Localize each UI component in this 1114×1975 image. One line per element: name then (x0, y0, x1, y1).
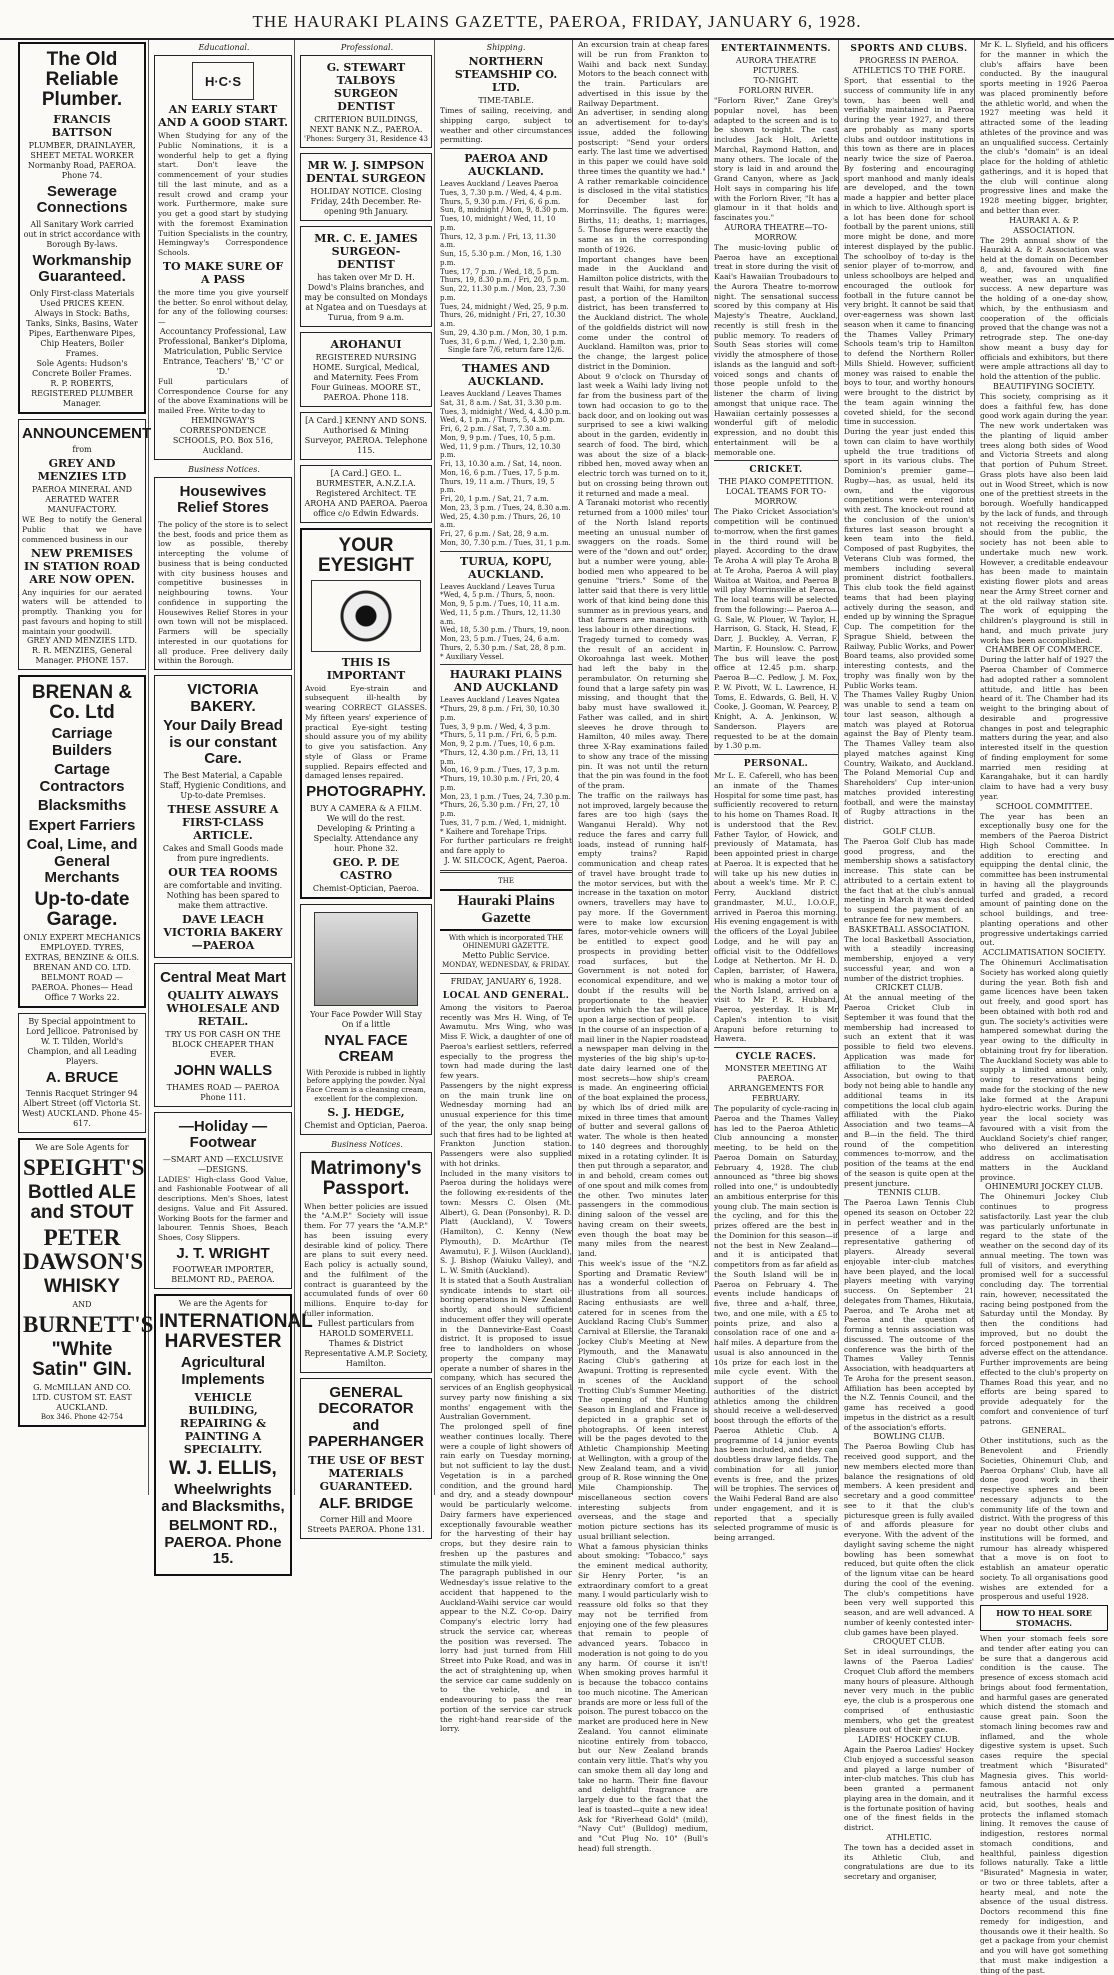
card-arohanui-text: REGISTERED NURSING HOME. Surgical, Medical, and Maternity. Fees From Four Guineas. MOORE ST., PAEROA. Phone 118. (311, 352, 421, 402)
timetable-row: Sun, 15, 5.30 p.m. / Mon, 16, 1.30 p.m. (440, 250, 562, 267)
timetable-hauraki-title: HAURAKI PLAINS AND AUCKLAND (449, 668, 563, 695)
entertainment-par-1: "Forlorn River," Zane Grey's popular novel, has been adapted to the screen and is to be shown to-night. The cast includes Jack Holt, Arlette Marchal, Raymond Hatton, and many others. The locale of the story is laid in and around the Grand Canyon, where as Jack Holt says in comparing his life with the Forlorn River, "It has a glamour in it that holds and fascinates you." (714, 96, 838, 222)
ad-eye-h2: THIS IS IMPORTANT (326, 655, 406, 682)
heading-cycle-races: CYCLE RACES. (735, 1052, 817, 1062)
nameplate-sub: With which is incorporated THE OHINEMURI GAZETTE. (448, 933, 564, 951)
heading-piako: THE PIAKO COMPETITION. (718, 477, 834, 487)
ad-fw-name: J. T. WRIGHT (176, 1244, 270, 1262)
card-simpson (300, 153, 432, 221)
timetable-row: Tues, 3, 7.30 p.m. / Wed, 4, 4 p.m. (440, 188, 562, 197)
ad-hem-sign: HEMINGWAY'S CORRESPONDENCE SCHOOLS, P.O. Box 516, Auckland. (172, 415, 274, 455)
bowling-par: The Paeroa Bowling Club has received good support, and the new members elected more than balance the resignations of old members. A keen president and secretary and a good committee see to it that the club's picturesque green is fully availed of and affords pleasure for everyone. With the advent of the daylight saving scheme the night bowling has been somewhat reduced, but quite often the click of the lignum vitae can be heard during the cool of the evening. The club's competitions have been very well supported this season, and are well advanced. A number of keenly contested inter-club games have been played. (844, 1442, 974, 1637)
ad-bridge (300, 1378, 432, 1540)
timetable-turua-note: * Auxiliary Vessel. (440, 652, 504, 661)
ad-gm-body: WE Beg to notify the General Public that we have commenced business in our (22, 515, 142, 544)
sports-par-3: The Thames Valley Rugby Union was unable to send a team on tour last season, although a match was played at Rotorua against the Bay of Plenty team. The Thames Valley team also played matches against King Country, Waikato, and Auckland. The Poland Memorial Cup and Shareholders' Cup inter-union matches provided interesting football, and were the mainstay of Rugby attractions in the district. (844, 690, 974, 826)
heading-golf: GOLF CLUB. (882, 826, 936, 836)
timetable-row: Tues, 31, 6 p.m. / Wed, 1, 2.30 p.m. (440, 337, 566, 346)
heading-cricket: CRICKET. (749, 465, 803, 476)
ad-plumber-h2: Sewerage Connections (36, 182, 128, 217)
ad-plumber-sign: R. P. ROBERTS, REGISTERED PLUMBER Manager. (31, 378, 133, 408)
ad-mm-body: TRY US FOR CASH ON THE BLOCK CHEAPER THAN EVER. (165, 1030, 281, 1059)
ad-vb-title: VICTORIA BAKERY. (187, 681, 259, 715)
ad-mcm-intro: We are Sole Agents for (35, 1143, 129, 1153)
ad-gm-sign: GREY AND MENZIES LTD. R. R. MENZIES, General Manager. PHONE 157. (26, 636, 138, 666)
ad-bruce-name: A. BRUCE (45, 1068, 119, 1086)
ad-eyesight (300, 528, 432, 899)
local-par-5: The prolonged spell of fine weather continues locally. There were a couple of light showers of rain early on Tuesday morning, but not sufficient to lay the dust. Vegetation is in a parched condition, and the ground hard and dry, and a steady downpour would be particularly welcome. Dairy farmers have experienced exceptionally favourable weather for the harvesting of their hay crops, but they desire rain to freshen up the pastures and stimulate the milk yield. (440, 1422, 572, 1568)
col5-par-6: A Taranaki motorist who recently returned from a 1000 miles' tour of the North Island reports meeting an unusual number of swaggers on the roads. Some were of the "down and out" order, but a number were young, able-bodied men who appeared to be genuine "triers." Some of the latter said that there is very little work of that kind being done this summer as in previous years, and that farmers are managing with less labour in other directions. (578, 498, 708, 634)
card-james-name: MR. C. E. JAMES SURGEON-DENTIST (314, 231, 418, 271)
basketball-par: The local Basketball Association, with a steadily increasing membership, enjoyed a very successful year, and won a number of the district trophies. (844, 934, 974, 983)
card-arohanui-name: AROHANUI (330, 337, 402, 351)
heading-school-committee: SCHOOL COMMITTEE. (995, 801, 1093, 811)
tennis-par: The Paeroa Lawn Tennis Club opened its season on October 22 in perfect weather and in the presence of a large and representative gathering of players. Already several enjoyable inter-club matches have been played, and the local players meeting with varying success. On September 21 delegates from Thames, Hikutaia, Paeroa, and Te Aroha met at Paeroa and the question of forming a tennis association was discussed. The outcome of the conference was the birth of the Thames Valley Tennis Association, with headquarters at Te Aroha for the present season. Affiliation has been accepted by the N.Z. Tennis Council, and the game has received a good impetus in the district as a result of the association's efforts. (844, 1198, 974, 1432)
ad-eye-photo: PHOTOGRAPHY. (306, 783, 426, 801)
timetable-row: Tues, 24, midnight / Wed, 25, 9 p.m. (440, 302, 569, 311)
jockey-par: The Ohinemuri Jockey Club continues to progress satisfactorily. Last year the club was particularly unfortunate in regard to the state of the weather on the second day of its annual meeting. The town was full of visitors, and everything promised well for a successful concluding day. The torrential rain, however, necessitated the racing being postponed from the Saturday until the Monday. By then the conditions had improved, but no doubt the forced postponement had an adverse effect on the attendance. Further improvements are being effected to the club's property on Thames Road this year, and no efforts are being spared to provide adequately for the comfort and convenience of turf patrons. (980, 1192, 1108, 1426)
timetable-row: *Thurs, 26, 5.30 p.m. / Fri, 27, 10 p.m. (440, 801, 560, 818)
heading-hockey: LADIES' HOCKEY CLUB. (857, 1735, 961, 1744)
ad-bruce (18, 1013, 146, 1134)
timetable-row: Fri, 20, 1 p.m. / Sat, 21, 7 a.m. (440, 495, 549, 503)
ad-ellis-vehicle: VEHICLE BUILDING, REPAIRING & PAINTING A SPECIALITY. (179, 1391, 267, 1457)
timetable-row: Mon, 30, 7.30 p.m. / Tues, 31, 1 p.m. (440, 538, 571, 547)
ad-eye-body: Avoid Eye-strain and subsequent ill-health by wearing CORRECT GLASSES. My fifteen years' experience of practical Eye-sight testing should assure you of my ability to give you satisfaction. Any style of Glass or Frame supplied. Repairs effected and damaged lenses repaired. (305, 683, 427, 781)
ad-gm-premises: NEW PREMISES IN STATION ROAD ARE NOW OPEN. (23, 546, 141, 586)
ad-vb-body5: The Best Material, a Capable Staff, Hygienic Conditions, and Up-to-date Premises. (159, 770, 287, 800)
ad-bridge-addr: Corner Hill and Moore Streets PAEROA. Phone 131. (307, 1515, 425, 1534)
col5-par-7: Tragedy turned to comedy was the result of an accident in Okoroahnga last week. Mother had left the baby in the perambulator. On returning she found that a large safety pin was missing, and thought that the baby must have swallowed it. Father was called, and in shirt sleeves he drove through to Hamilton, 40 miles away. There three X-Ray examinations failed to show any trace of the missing pin. It was not until the return that the pin was found in the foot of the pram. (578, 634, 708, 790)
croquet-par: Set in ideal surroundings, the lawns of the Paeroa Ladies' Croquet Club afford the members many hours of pleasure. Although never very much in the public eye, the club is a prosperous one comprised of enthusiastic members, who get the greatest pleasure out of their game. (844, 1647, 974, 1735)
shipping-agent: J. W. SILCOCK, Agent, Paeroa. (444, 855, 568, 865)
heading-local-teams: LOCAL TEAMS FOR TO-MORROW. (725, 487, 827, 507)
nameplate-the: THE (498, 876, 514, 885)
ad-hem-body2: the more time you give yourself the better. So enrol without delay, for any of the following courses:— (158, 287, 288, 326)
ad-vb-h8: DAVE LEACH VICTORIA BAKERY—PAEROA (163, 912, 283, 952)
ad-amp-title: Matrimony's Passport. (310, 1157, 422, 1199)
card-talboys-phone: 'Phones: Surgery 31, Residence 43 (304, 135, 428, 143)
col5-par-3: A rather remarkable coincidence is disclosed in the vital statistics for December last for Morrinsville. The figures were: Births, 11; deaths, 1; marriages, 5. Those figures were exactly the same as in the corresponding month of 1926. (578, 176, 708, 254)
ad-grey-menzies (18, 419, 152, 671)
ad-gm-from: from (72, 445, 92, 455)
cycle-par: The popularity of cycle-racing in Paeroa and the Thames Valley has led to the Paeroa Athletic Club announcing a monster meeting, to be held on the Paeroa Domain on Saturday, February 4, 1928. The club announced as "three big shows rolled into one," is undoubtedly an ambitious enterprise for this young club. The main section is the cycling, and for this the prizes offered are the best in the Dominion for this season—if not the best in New Zealand—and it is anticipated that competitors from as far afield as the South Island will be in Paeroa on February 4. The events include handicaps of five, three and a-half, three, two, and one mile, with a £5 to points prize, and also a consolation race of one and a-half miles. A departure from the usual is also announced in the 10s prize for each lost in the mile cycle event. With the support of the school authorities of the district athletics among the children should receive a well-deserved boost through the efforts of the Paeroa Athletic Club. A programme of 14 junior events has been included, and they can doubtless draw large fields. The combination for all junior events is free, and the prizes will be trophies. The services of the Waihi Federal Band are also under engagement, and it is reported that a specially selected programme of music is being arranged. (714, 1104, 838, 1542)
heading-beautifying: BEAUTIFYING SOCIETY. (993, 381, 1095, 391)
column-2 (154, 40, 313, 1568)
ad-hw-title: Housewives Relief Stores (177, 482, 269, 517)
ad-fw-addr: FOOTWEAR IMPORTER, BELMONT RD., PAEROA. (171, 1265, 275, 1285)
sports-par-2: During the year just ended this town can claim to have worthily upheld the true traditions of sport in its various clubs. The Dominion's premier game—Rugby—has, as usual, held its own, and the vigorous competitions were entered into with zest. The knock-out round at the conclusion of the union's fixtures last season brought a keen team into the field. Composed of past Rugbyites, the Veterans Club was formed, the members including several prominent district footballers. This club took the field against teams that had been playing actively during the season, and ended up by winning the Sprague Cup. The competition for the Sprague Shield, between the Railway, Public Works, and Power Board teams, also provided some interesting contests, and the trophy was finally won by the Public Works team. (844, 427, 974, 690)
gazette-nameplate (440, 877, 572, 970)
timetable-paeroa-rows (440, 189, 572, 347)
card-burmester-text: [A Card.] GEO. L. BURMESTER, A.N.Z.I.A. Registered Architect. TE AROHA AND PAEROA. Paeroa office c/o Edwin Edwards. (304, 468, 428, 518)
ad-bridge-sub: THE USE OF BEST MATERIALS GUARANTEED. (308, 1453, 424, 1493)
ad-eye-sub: Chemist-Optician, Paeroa. (312, 883, 420, 893)
ad-brenan-addr: BRENAN AND CO. LTD. BELMONT ROAD — PAEROA. Phones— Head Office 7 Works 22. (31, 962, 133, 1002)
timetable-thames-header: Leaves Auckland / Leaves Thames (440, 390, 562, 398)
athletic-par: The town has a decided asset in its Athletic Club, and congratulations are due to its secretary and organiser, (844, 1842, 974, 1881)
ad-vb-body6: Cakes and Small Goods made from pure ingredients. (162, 843, 284, 863)
timetable-row: Thurs, 19, 8.30 p.m. / Fri, 20, 5 p.m. (440, 276, 570, 285)
nameplate-title: Hauraki Plains Gazette (440, 889, 572, 931)
nameplate-sub2: Metto Public Service. (462, 951, 550, 960)
card-arohanui (300, 332, 432, 407)
column-8 (980, 40, 1109, 1975)
timetable-row: *Thurs, 5, 11 p.m. / Fri, 6, 5 p.m. (440, 731, 558, 740)
timetable-row: Thurs, 26, midnight / Fri, 27, 10.30 a.m. (440, 311, 566, 328)
timetable-hauraki-note: * Kaihere and Torehape Trips. (440, 827, 548, 836)
col8-par-1: Mr K. L. Slyfield, and his officers for the manner in which the club's affairs have been conducted. By the inaugural sports meeting in 1926 Paeroa was placed prominently before the athletic world, and when the 1927 meeting was held it attracted some of the leading athletes of the province and was an unqualified success. Certainly the club's "domain" is an ideal place for the holding of athletic gatherings, and it is hoped that the club will continue along progressive lines and make the 1928 meeting bigger, brighter, and better than ever. (980, 40, 1108, 215)
ad-plumber-name: FRANCIS BATTSON (51, 112, 113, 139)
local-par-4: It is stated that a South Australian syndicate intends to start oil-boring operations in New Zealand shortly, and should sufficient inducement offer they will operate in the Dannevirke-East Coast district. It is proposed to issue free to landholders on whose property the company may operate a number of shares in the company, which has secured the services of an English geophysical survey party now finishing a six months' engagement with the Australian Government. (440, 1275, 572, 1422)
heading-aurora: AURORA THEATRE PICTURES. (735, 56, 817, 75)
ad-hem-h1: AN EARLY START AND A GOOD START. (158, 103, 288, 129)
ad-vb-slogan: Your Daily Bread is our constant Care. (163, 717, 283, 767)
column-3 (300, 40, 435, 1534)
nameplate-days: MONDAY, WEDNESDAY, & FRIDAY. (442, 961, 570, 969)
timetable-row: Tues, 17, 7 p.m. / Wed, 18, 5 p.m. (440, 267, 560, 276)
ad-mcm-sign: G. McMILLAN AND CO. LTD. CUSTOM ST. EAST AUCKLAND. (32, 1383, 132, 1413)
heading-acclimatisation: ACCLIMATISATION SOCIETY. (982, 948, 1106, 957)
shipping-particulars: For further particulars re freight and fare apply to (440, 836, 572, 855)
heading-athletics: ATHLETICS TO THE FORE. (852, 66, 966, 75)
timetable-row: Mon, 16, 9 p.m. / Tues, 17, 3 p.m. (440, 766, 560, 775)
ad-eye-name: GEO. P. DE CASTRO (332, 855, 400, 882)
masthead (0, 0, 1114, 40)
timetable-thames-rows (440, 399, 572, 548)
ad-eye-title: YOUR EYESIGHT (317, 534, 415, 576)
ad-ellis (154, 1294, 313, 1575)
ad-meat-mart (154, 963, 292, 1107)
heading-entertainments: ENTERTAINMENTS. (720, 44, 832, 54)
timetable-row: Mon, 9, 2 p.m. / Tues, 10, 6 p.m. (440, 740, 556, 748)
ad-brenan-title: BRENAN & Co. Ltd (31, 682, 133, 724)
column-6 (714, 40, 839, 1542)
ad-plumber-t2: All Sanitary Work carried out in strict accordance with Borough By-laws. (23, 219, 141, 249)
heading-forlorn: FORLORN RIVER. (738, 86, 814, 95)
shipping-intro: Times of sailing, receiving, and shipping cargo, subject to weather and other circumstances permitting. (440, 106, 572, 145)
golf-par: The Paeroa Golf Club has made good progress, and the membership shows a satisfactory increase. This state can be attributed to a certain extent to the fact that at the club's annual meeting in March it was decided to suspend the payment of an entrance fee for new members. (844, 836, 974, 924)
timetable-row: *Thurs, 12, 4.30 p.m. / Fri, 13, 11 p.m. (440, 748, 560, 766)
timetable-hauraki-rows (440, 705, 572, 828)
timetable-row: Fri, 27, 6 p.m. / Sat, 28, 9 a.m. (440, 530, 549, 538)
col5-par-10: This week's issue of the "N.Z. Sporting and Dramatic Review" has a wonderful collection of illustrations from all sources. Racing enthusiasts are well catered for in scenes from the Auckland Racing Club's Summer Carnival at Ellerslie, the Taranaki Jockey Club's Meeting at New Plymouth, and the Manawatu Racing Club's gathering at Awapuni. Trotting is represented in scenes of the Auckland Trotting Club's Summer Meeting. The opening of the Hunting Season in England and France is depicted in a graphic set of photographs. Of keen interest will be the pages devoted to the Athletic Championship Meeting at Wellington, with a group of the New Zealand team, and a vivid group of R. Rose winning the One Mile Championship. The miscellaneous section covers interesting subjects from overseas, and the stage and motion picture sections has its usual brilliant selection. (578, 1258, 708, 1541)
timetable-row: Sun, 8, midnight / Mon, 9, 8.30 p.m. (440, 206, 569, 215)
ad-vb-h6: THESE ASSURE A FIRST-CLASS ARTICLE. (167, 802, 279, 842)
ad-plumber (18, 42, 146, 414)
ad-brenan-l1: Carriage Builders (51, 725, 113, 759)
ad-gm-company: GREY AND MENZIES LTD (37, 457, 127, 484)
ad-nyal-title: NYAL FACE CREAM (324, 1031, 408, 1066)
col5-par-2: An advertiser, in sending along an advertisement for to-day's issue, added the following postscript: "Send your orders early. The last time we advertised in this paper we could have sold three times the quantity we had." (578, 108, 708, 176)
timetable-thames-title: THAMES AND AUCKLAND. (462, 362, 550, 388)
timetable-row: Wed, 18, 5.30 p.m. / Thurs, 19, noon. (440, 626, 572, 635)
timetable-row: Sun, 22, 11.30 p.m. / Mon, 23, 7.30 p.m. (440, 285, 566, 302)
heading-athletic: ATHLETIC. (886, 1832, 932, 1842)
timetable-row: Mon, 9, 5 p.m. / Tues, 10, 11 a.m. (440, 600, 560, 608)
timetable-row: Mon, 23, 3 p.m. / Tues, 24, 8.30 a.m. (440, 503, 571, 512)
ad-amp-body: When better policies are issued the "A.M.P." Society will issue them. For 77 years the "A.M.P." has been issuing every desirable kind of policy. There are plans to suit every need. Each policy is actually sound, and the fulfilment of the contract is guaranteed by the accumulated funds of over 60 millions. Enquire to-day for fuller information. (304, 1201, 428, 1318)
heading-jockey-club: OHINEMURI JOCKEY CLUB. (985, 1182, 1103, 1192)
card-kenny (300, 412, 432, 460)
ad-plumber-h3: Workmanship Guaranteed. (32, 251, 132, 286)
timetable-row: Thurs, 12, 3 p.m. / Fri, 13, 11.30 a.m. (440, 232, 556, 250)
section-educational: Educational. (198, 43, 250, 52)
ad-plumber-addr: Normanby Road, PAEROA. Phone 74. (27, 160, 137, 180)
stomach-par: When your stomach feels sore and tender after eating you can be sure that a dangerous acid condition is the cause. The presence of excess stomach acid brings about food fermentation, and harmful gases are generated which distend the stomach and cause great pain. Soon the stomach lining becomes raw and inflamed, and the whole digestive system is upset. Such cases require the special treatment which "Bisurated" Magnesia gives. This world-famous antacid not only neutralises the harmful excess acid, but soothes, heals and protects the inflamed stomach lining. It removes the cause of indigestion, restores normal stomach conditions, and healthful, painless digestion follows naturally. Take a little "Bisurated" Magnesia in water, or two or three tablets, after a hearty meal, and note the absence of the usual distress. Doctors recommend this fine remedy for indigestion, and thousands owe it their health. So get a package from your chemist and you will have got something that must make indigestion a thing of the past. (980, 1634, 1108, 1975)
ad-ellis-intro: We are the Agents for (178, 1299, 268, 1309)
ad-plumber-trades: PLUMBER, DRAINLAYER, SHEET METAL WORKER (28, 140, 136, 160)
ad-hw-body: The policy of the store is to select the best, foods and price them as low as possible, thereby intercepting the volume of business that is being conducted with city business houses and competitive businesses in neighbouring towns. Your confidence in supporting the Housewives Relief Stores in your own town will not be misplaced. Farmers will be specially interested in our quotations for all produce. Free delivery daily within the Borough. (158, 519, 288, 666)
timetable-row: Fri, 13, 10.30 a.m. / Sat, 14, noon. (440, 460, 562, 468)
column-7 (844, 40, 975, 1881)
heading-cricket-club: CRICKET CLUB. (875, 983, 943, 993)
card-talboys-addr: CRITERION BUILDINGS, NEXT BANK N.Z., PAEROA. (309, 115, 423, 134)
heading-personal: PERSONAL. (743, 759, 809, 769)
timetable-turua-rows (440, 591, 572, 652)
ad-bridge-name: ALF. BRIDGE (318, 1494, 414, 1512)
ad-brenan-l5: Coal, Lime, and General Merchants (26, 836, 138, 887)
ad-bruce-text: By Special appointment to Lord Jellicoe. Patronised by W. T. Tilden, World's Champion, and all Leading Players. (26, 1016, 138, 1066)
timetable-row: Wed, 4, 1 p.m. / Thurs, 5, 4.30 p.m. (440, 416, 566, 425)
ad-fw-body: LADIES' High-class Good Value, and Fashionable Footwear of all descriptions. Men's Shoes, latest designs. Value and Fit Assured. Working Boots for the farmer and labourer. Tennis Shoes, Beach Shoes, Cosy Slippers. (158, 1174, 288, 1242)
columns (18, 40, 1109, 1975)
ad-plumber-t5: Sole Agents: Hudson's Concrete Boiler Frames. (32, 358, 132, 378)
timetable-row: *Thurs, 29, 8 p.m. / Fri, 30, 10.30 p.m. (440, 705, 560, 722)
timetable-paeroa-title: PAEROA AND AUCKLAND. (464, 152, 548, 178)
timetable-row: Mon, 16, 6 p.m. / Tues, 17, 5 p.m. (440, 468, 560, 477)
ad-nyal-sub: Chemist and Optician, Paeroa. (304, 1120, 428, 1130)
ad-brenan-garage: Up-to-date Garage. (34, 888, 130, 930)
local-par-2: Passengers by the night express on the main trunk line on Wednesday morning had an unusual experience for this time of the year, the only snap being such that fires had to be lighted at Frankton Junction station. Passengers were also supplied with hot drinks. (440, 1080, 572, 1168)
ad-vb-body7: are comfortable and inviting. Nothing has been spared to make them attractive. (163, 880, 283, 910)
school-par: The year has been an exceptionally busy one for the members of the Paeroa District High School Committee. In addition to erecting and equipping the dental clinic, the committee has been instrumental in having all the playgrounds turfed and graded, a record amount of painting done on the school buildings, and tree-planting operations and other progressive undertakings carried out. (980, 811, 1108, 948)
ad-hem-h2: TO MAKE SURE OF A PASS (162, 259, 284, 286)
timetable-row: Wed, 11, 9 p.m. / Thurs, 12, 10.30 p.m. (440, 442, 561, 460)
heading-arrangements: ARRANGEMENTS FOR FEBRUARY. (728, 1084, 824, 1103)
ad-brenan-l4: Expert Farriers (28, 816, 136, 834)
ad-eye-body2: BUY A CAMERA & A FILM. We will do the rest. Developing & Printing a Specialty. Attendance any hour. Phone 32. (310, 803, 422, 853)
cricket-club-par: At the annual meeting of the Paeroa Cricket Club in September it was found that the membership had increased to such an extent that it was possible to field two elevens. Application was made for affiliation to the Waihi Association, but owing to that body not being able to handle any additional teams in its competitions the local club again affiliated with the Piako Association and two teams—A and B—in the field. The third round of the competition commences to-morrow, and the position of the teams at the end of the season is quite open at the present juncture. (844, 993, 974, 1188)
heading-chamber: CHAMBER OF COMMERCE. (985, 645, 1103, 655)
col5-par-5: About 9 o'clock on Thursday of last week a Waihi lady living not far from the business part of the town had occasion to go to the back door, and on looking out was surprised to see a kiwi walking about in the garden, evidently in search of food. The bird, which was about the size of a black-ribbed hen, moved away when an electric torch was turned on to it, but on crossing being thrown out it returned and made a meal. (578, 371, 708, 498)
eye-illustration (311, 580, 421, 652)
masthead-title: THE HAURAKI PLAINS GAZETTE, PAEROA, FRIDAY, JANUARY 6, 1928. (252, 12, 862, 31)
entertainment-par-2: The music-loving public of Paeroa have an exceptional treat in store during the visit of Kaai's Hawaiian Troubadours to the Aurora Theatre to-morrow night. The sensational success scored by this company at His Majesty's Theatre, Auckland, recently is still fresh in the public memory. To readers of South Seas stories will come vividly the atmosphere of those islands as the languid and soft-voiced songs and chants of those people unfold to the listener the charm of living amongst that unique race. The Hawaiian certainly possesses a wonderful gift of melodic expression, and no doubt this entertainment will be a memorable one. (714, 242, 838, 457)
ad-nyal (300, 904, 432, 1135)
card-kenny-text: [A Card.] KENNY AND SONS. Authorised & Mining Surveyor, PAEROA. Telephone 115. (304, 415, 428, 455)
shipping-timetable-label: TIME-TABLE. (478, 96, 534, 105)
ad-mcm-dawson: PETER DAWSON'S (23, 1225, 144, 1275)
col5-par-8: The traffic on the railways has not improved, largely because the fares are too high (says the Wanganui Herald). Why not reduce the fares and carry full loads, instead of running half-empty trains? Rapid communication and cheap rates of travel have brought trade to the motor services, but with the increase in the taxation on motor owners, travellers may have to pay more. If the Government were to make low excursion fares, motor-vehicle owners will be entitled to expect good prospects in providing better road surfaces, but the Government is not noted for economical expenditure, and we doubt if the results will be proportionate to the heavier burden which the tax will place upon a large section of people. (578, 790, 708, 1024)
section-shipping: Shipping. (486, 43, 526, 52)
ad-fw-sub: —SMART AND —EXCLUSIVE —DESIGNS. (162, 1154, 284, 1174)
heading-sore-stomachs: HOW TO HEAL SORE STOMACHS. (980, 1605, 1108, 1631)
ad-plumber-t3: Only First-class Materials Used PRICES KEEN. (29, 288, 135, 308)
heading-ap-association: HAURAKI A. & P. ASSOCIATION. (1009, 215, 1079, 235)
timetable-row: Sat, 31, 8 a.m. / Sat, 31, 3.30 p.m. (440, 398, 562, 407)
heading-tennis: TENNIS CLUB. (877, 1188, 941, 1198)
timetable-row: Thurs, 19, 11 a.m. / Thurs, 19, 5 p.m. (440, 477, 555, 495)
ad-nyal-body: With Peroxide is rubbed in lightly before applying the powder. Nyal Face Cream is a cleansing cream, excellent for the complexion. (306, 1068, 426, 1103)
heading-aurora-tomorrow: AURORA THEATRE—TO-MORROW. (724, 222, 828, 242)
local-par-1: Among the visitors to Paeroa recently was Mrs H. Wing, of Te Awamutu. Mrs Wing, who was Miss F. Wick, a daughter of one of Paeroa's earliest settlers, referred especially to the progress the town had made during the last few years. (440, 1002, 572, 1080)
timetable-row: Tues, 3, midnight / Wed, 4, 4.30 p.m. (440, 407, 571, 416)
ad-brenan-text: ONLY EXPERT MECHANICS EMPLOYED. TYRES, EXTRAS, BENZINE & OILS. (23, 932, 141, 962)
col5-par-11: What a famous physician thinks about smoking: "Tobacco," says the eminent medical authority, Sir Henry Porter, "is an extraordinary comfort to a great many. I would particularly wish to reassure old folks so that they may not be terrified from enjoying one of the few pleasures that remain to people of advanced years. Tobacco in moderation is not going to do you any harm. Of course it isn't! When smoking proves harmful it is because the tobacco contains too much nicotine. The American brands are more or less full of the poison. The purest tobacco on the market are produced here in New Zealand. You cannot eliminate nicotine entirely from tobacco, but our New Zealand brands contain very little. That's why you can smoke them all day long and take no harm. Their fine flavour and delightful fragrance are largely due to the fact that the leaf is toasted—quite a new idea! Ask for "Riverhead Gold" (mild), "Navy Cut" (Bulldog) medium, and "Cut Plug No. 10" (Bull's head) full strength. (578, 1541, 708, 1853)
ad-hem-body1: When Studying for any of the Public Nominations, it is a wonderful help to get a flying start. Don't leave the commencement of your studies till the last minute, and as a result crowd and cramp your work. Furthermore, make sure you get a good start by studying with the foremost Examination Tuition Specialists in the country, Hemingway's Correspondence Schools. (158, 131, 288, 257)
heading-tonight: TO-NIGHT. (753, 76, 799, 85)
heading-sports-clubs: SPORTS AND CLUBS. (850, 44, 968, 54)
ad-footwear (154, 1112, 292, 1290)
ad-mm-addr: THAMES ROAD — PAEROA Phone 111. (166, 1082, 280, 1102)
card-simpson-notice: HOLIDAY NOTICE. Closing Friday, 24th December. Re-opening 9th January. (310, 186, 422, 216)
ad-ellis-impl: Agricultural Implements (180, 1354, 266, 1388)
ad-hem-courses: Accountancy Professional, Law Professional, Banker's Diploma, Matriculation, Public Service Entrance, Teachers' 'B,' 'C' or 'D.' (158, 326, 288, 376)
hcs-logo: H·C·S (192, 62, 254, 100)
heading-croquet: CROQUET CLUB. (873, 1637, 945, 1647)
ad-mm-name: JOHN WALLS (173, 1062, 273, 1079)
ad-gm-body2: Any inquiries for our aerated waters will be attended to promptly. Thanking you for past favours and hoping to still maintain your goodwill. (22, 587, 142, 636)
ad-mm-h10: QUALITY ALWAYS WHOLESALE AND RETAIL. (166, 989, 280, 1028)
timetable-paeroa-header: Leaves Auckland / Leaves Paeroa (440, 180, 559, 188)
card-talboys-name: G. STEWART TALBOYS SURGEON DENTIST (326, 61, 406, 113)
ad-fw-title: —Holiday —Footwear (178, 1117, 268, 1151)
ad-ellis-ih: INTERNATIONAL HARVESTER (159, 1311, 313, 1353)
sports-par-1: Sport, that essential to the success of community life in any town, has been well and verifiably maintained in Paeroa during the year 1927, and there are probably as many sports clubs and outdoor institutions in this town as there are in places nearly twice the size of Paeroa. By fostering and encouraging sport manhood and manly ideals are developed, and the town made a happier and better place in which to live. Although sport is a lot has been done for school football by the parent unions, still more might be done, and more interest displayed by the public. The schoolboy of to-day is the senior player of to-morrow, and unless schoolboys are helped and encouraged the outlook for football in the future cannot be very bright. It cannot be said that over-eagerness was shown last season when it came to financing the Thames Valley Primary Schools team's trip to Hamilton to defend the Northern Roller Mills Shield. However, sufficient money was raised to enable the boys to tour, and worthy honours were brought to the district by the team again winning the coveted shield, for the second time in succession. (844, 76, 974, 427)
timetable-row: Tues, 10, midnight / Wed, 11, 10 p.m. (440, 215, 556, 232)
ad-nyal-intro: Your Face Powder Will Stay On if a little (310, 1009, 422, 1029)
heading-basketball: BASKETBALL ASSOCIATION. (848, 924, 970, 934)
heading-monster-meeting: MONSTER MEETING AT PAEROA. (725, 1064, 827, 1083)
ad-mcm-box: Box 346. Phone 42-754 (40, 1413, 124, 1422)
section-business-2: Business Notices. (331, 1139, 403, 1149)
section-professional: Professional. (340, 43, 394, 52)
ad-ellis-name: W. J. ELLIS, (169, 1458, 277, 1480)
ad-hem-body3: Full particulars of Correspondence Course for any of the above Examinations will be mailed Free. Write to-day to (158, 376, 288, 415)
card-james (300, 226, 432, 327)
personal-par: Mr L. E. Caferell, who has been an inmate of the Thames Hospital for some time past, has sufficiently recovered to return to his home on Thames Road. It is understood that the Rev. Father Taylor, of Howick, and previously of Matamata, has been appointed priest in charge at Paeroa. It is expected that he will take up his new duties in about a week's time. Mr P. C. Ferry, Auckland district grandmaster, M.U., I.O.O.F., arrived in Paeroa this morning. His evening engagement is with the officers of the Loyal Jubilee Lodge, and he will pay an official visit to the Oddfellows Lodge at Netherton. Mr H. D. Caplen, barrister, of Hawera, who is making a motor tour of the North Island, arrived on a visit to Mr P. R. Hubbard, Paeroa, yesterday. It is Mr Caplen's intention to visit Arapuni before returning to Hawera. (714, 771, 838, 1044)
ad-nyal-name: S. J. HEDGE, (327, 1105, 405, 1119)
ad-mcm-ale: Bottled ALE and STOUT (27, 1182, 136, 1224)
timetable-turua-title: TURUA, KOPU, AUCKLAND. (460, 554, 552, 581)
woman-portrait-illustration (314, 912, 418, 1006)
timetable-paeroa-note: Single fare 7/6, return fare 12/6. (447, 346, 565, 355)
ad-mm-title: Central Meat Mart (160, 968, 286, 986)
ad-amp (300, 1152, 432, 1373)
timetable-row: Mon, 9, 9 p.m. / Tues, 10, 5 p.m. (440, 433, 556, 442)
timetable-row: *Thurs, 19, 10.30 p.m. / Fri, 20, 4 p.m. (440, 775, 560, 792)
local-par-6: The paragraph published in our Wednesday's issue relative to the accident that happened to the Auckland-Waihi service car would appear to the N.Z. Co-op. Dairy Company's electric lorry had struck the service car, whereas the position was reversed. The lorry had just turned from Hill Street into Puke Road, and was in the act of straightening up, when the service car came suddenly on to the vehicle, and in endeavouring to pass the rear portion of the service car struck the right-hand rear-side of the lorry. (440, 1568, 572, 1734)
local-par-3: Included in the many visitors to Paeroa during the holidays were the following ex-residents of the town: Messrs C. Olsen (Mt. Albert), G. Dean (Ponsonby), R. D. Platt (Auckland), V. Towers (Hamilton), C. Kenny (New Plymouth), D. McArthur (Te Awamutu), F. J. Wilson (Auckland), S. J. Bishop (Waiuku Valley), and L. W. Smith (Auckland). (440, 1168, 572, 1275)
ad-brenan-l3: Blacksmiths (37, 797, 127, 815)
ad-plumber-t4: Always in Stock: Baths, Tanks, Sinks, Basins, Water Pipes, Earthenware Pipes, Chip Heaters, Boiler Frames. (26, 308, 138, 358)
ad-gm-heading: ANNOUNCEMENT (22, 424, 152, 442)
ad-mcm-burnett: BURNETT'S (23, 1312, 154, 1338)
heading-bowling: BOWLING CLUB. (873, 1432, 945, 1442)
timetable-hauraki-header: Leaves Auckland / Leaves Ngatea (440, 696, 560, 705)
ad-vb-h7: OUR TEA ROOMS (168, 865, 278, 879)
issue-date: FRIDAY, JANUARY 6, 1928. (450, 976, 562, 986)
card-burmester (300, 465, 432, 523)
heading-general: GENERAL. (1021, 1426, 1067, 1436)
cricket-par: The Piako Cricket Association's competition will be continued to-morrow, when the first games in the third round will be played. According to the draw Te Aroha A will play Te Aroha B at Te Aroha, Paeroa A will play Waitoa at Waitoa, and Paeroa B will play Morrinsville at Paeroa. The local teams will be selected from the following:— Paeroa A—G. Sale, W. Plouer, W. Taylor, H. Harrison, G. Stack, H. Stead, F. Darr, J. Buckley, A. Verran, F. Martin, F. Hounslow. C. Parrow. The bus will leave the post office at 12.45 p.m. sharp. Paeroa B—C. Pedlow, J. M. Fox, P. W. Pivott, W. L. Lawrence, H. Toms, E. Edwards, G. Bell, H. V. Cooke, J. Gooman, W. Pearcey, P. Knight, A. A. Jenkinson, W. Sanderson. Players are requested to be at the domain by 1.30 p.m. (714, 507, 838, 751)
col5-par-9: In the course of an inspection of a mail liner in the Napier roadstead a newspaper man delving in the mysteries of the big ship's up-to-date dairy learned one of the most secrets—how ship's cream is made. An engineering official of the boat explained the process, by which lbs of dried milk are mixed in three times that amount of butter and several gallons of water. The whole is then heated to 140 degrees and thoroughly mixed in a rotating cylinder. It is then put through a separator, and in and behold, cream comes out of one spout and milk comes from the other. Two minutes later passengers in the commodious dining saloon of the vessel are having cream on their sweets, even though the boat may be many miles from the nearest land. (578, 1024, 708, 1258)
ad-mcm-whisky: WHISKY (44, 1276, 120, 1298)
timetable-row: Thurs, 2, 5.30 p.m. / Sat, 28, 8 p.m. (440, 643, 567, 652)
ad-bruce-sub: Tennis Racquet Stringer 94 Albert Street (off Victoria St. West) AUCKLAND. Phone 45-617. (22, 1089, 142, 1129)
card-james-text: has taken over Mr D. H. Dowd's Plains branches, and may be consulted on Mondays at Ngatea and on Tuesdays at Turua, from 9 a.m. (304, 272, 428, 322)
timetable-row: *Wed, 4, 5 p.m. / Thurs, 5, noon. (440, 591, 555, 600)
timetable-row: Mon, 23, 1 p.m. / Tues, 24, 7.30 p.m. (440, 792, 571, 801)
ad-ellis-addr: BELMONT RD., PAEROA. Phone 15. (164, 1517, 282, 1568)
timetable-turua-header: Leaves Auckland / Leaves Turua (440, 582, 555, 591)
ad-gm-sub: PAEROA MINERAL AND AERATED WATER MANUFACTORY. (31, 485, 133, 515)
ad-amp-contact: Fullest particulars from HAROLD SOMERVELL Thames & District Representative A.M.P. Society, Hamilton. (304, 1318, 428, 1368)
ad-hemingway (154, 55, 292, 460)
timetable-row: Wed, 11, 5 p.m. / Thurs, 12, 11.30 a.m. (440, 608, 561, 626)
col5-par-1: An excursion train at cheap fares will be run from Frankton to Waihi and back next Sunday. Motors to the beach connect with the train. Particulars are advertised in this issue by the Railway Department. (578, 40, 708, 108)
col5-par-4: Important changes have been made in the Auckland and Hamilton police districts, with the result that Waihi, for many years past, a portion of the Hamilton district, has been transferred to the Auckland district. The whole of the goldfields district will now come under the control of Auckland. Hamilton was, prior to the change, the largest police district in the Dominion. (578, 254, 709, 371)
card-talboys (300, 55, 432, 148)
acclimatisation-par: The Ohinemuri Acclimatisation Society has worked along quietly during the year. Both fish and game licences have been taken out freely, and good sport has been obtained with both rod and gun. The society's activities were hampered somewhat during the year owing to the difficulty in obtaining trout fry for liberation. The Auckland Society was able to supply a limited amount only, owing to reservations being made for the stocking of the new lake formed at the Arapuni hydro-electric works. During the year the local society was favoured with a visit from the Auckland Society's chief ranger, who delivered an interesting address on acclimatisation matters in the Auckland province. (980, 958, 1109, 1182)
timetable-row: Tues, 3, 9 p.m. / Wed, 4, 3 p.m. (440, 722, 551, 731)
heading-local-general: LOCAL AND GENERAL. (442, 990, 570, 1001)
ad-mcm-and: AND (72, 1300, 92, 1310)
card-simpson-name: MR W. J. SIMPSON DENTAL SURGEON (306, 158, 426, 185)
ad-brenan (18, 675, 146, 1007)
hockey-par: Again the Paeroa Ladies' Hockey Club enjoyed a successful season and played a large number of inter-club matches. This club has been granted a permanent playing area in the domain, and it is the fortunate position of having one of the finest fields in the district. (844, 1745, 974, 1832)
shipping-company: NORTHERN STEAMSHIP CO. LTD. (454, 55, 558, 94)
timetable-row: Sun, 29, 4.30 p.m. / Mon, 30, 1 p.m. (440, 328, 568, 337)
timetable-row: Thurs, 5, 9.30 p.m. / Fri, 6, 6 p.m. (440, 197, 561, 206)
ad-victoria-bakery (154, 675, 292, 958)
ad-mcm-gin: "White Satin" GIN. (32, 1339, 132, 1381)
timetable-row: Fri, 6, 2 p.m. / Sat, 7, 7.30 a.m. (440, 425, 552, 433)
column-1 (18, 40, 154, 1495)
heading-progress: PROGRESS IN PAEROA. (859, 56, 959, 65)
ad-brenan-l2: Cartage Contractors (39, 761, 125, 795)
column-5 (578, 40, 709, 1853)
timetable-row: Mon, 23, 5 p.m. / Tues, 24, 6 a.m. (440, 635, 560, 643)
timetable-row: Wed, 25, 4.30 p.m. / Thurs, 26, 10 a.m. (440, 512, 561, 530)
chamber-par: During the latter half of 1927 the Paeroa Chamber of Commerce had adopted rather a somnolent attitude, and little has been heard of it. The Chamber had its weight to the bringing about of desirable and progressive changes in post and telegraphic matters during the year, and also interested itself in the question of finding employment for some married men residing at Karangahake, but it can hardly claim to have had a very busy year. (980, 655, 1108, 801)
ad-mcmillan (18, 1138, 154, 1427)
column-4 (440, 40, 573, 1734)
general-par: Other institutions, such as the Benevolent and Friendly Societies, Ohinemuri Club, and Paeroa Orphans' Club, have all done good work in their respective spheres and been necessary adjuncts to the community life of the town and district. With the progress of this year no doubt other clubs and institutions will be formed, and rumour has already whispered that a move is on foot to establish an amateur operatic society. To all organisations good wishes are extended for a prosperous and useful 1928. (980, 1436, 1108, 1602)
ad-plumber-title: The Old Reliable Plumber. (41, 49, 123, 110)
ad-housewives (154, 477, 292, 670)
ad-ellis-trade: Wheelwrights and Blacksmiths, (161, 1481, 285, 1515)
timetable-row: Tues, 31, 7 p.m. / Wed, 1, midnight. (440, 818, 567, 827)
ad-bridge-title: GENERAL DECORATOR and PAPERHANGER (308, 1383, 424, 1450)
section-business: Business Notices. (188, 464, 260, 474)
ap-par: The 29th annual show of the Hauraki A. & P. Association was held at the domain on December 8, and, favoured with fine weather, was an unqualified success. A new departure was the holding of a one-day show, which, by the enthusiasm and cooperation of the officials proved that the change was not a retrograde step. The one-day show meant a busy day for officials and exhibitors, but there were ample attractions all day to hold the attention of the public. (980, 235, 1108, 381)
beautifying-par: This society, comprising as it does a faithful few, has done good work again during the year. The new work undertaken was the planting of liquid amber trees along both sides of Wood and Victoria Streets and along that portion of Puhum Street. Grass plots have also been laid out in Wood Street, which is now one of the prettiest streets in the borough. Woefully handicapped by the lack of funds, and through not receiving the recognition it should from the public, the society has not been able to undertake much new work. However, a creditable endeavour has been made to maintain existing flower plots and areas near the Army Street corner and at the old railway station site. The work of equipping the children's playground is still in hand, and much private jury work has been accomplished. (980, 391, 1108, 645)
ad-mcm-speights: SPEIGHT'S (23, 1155, 145, 1181)
